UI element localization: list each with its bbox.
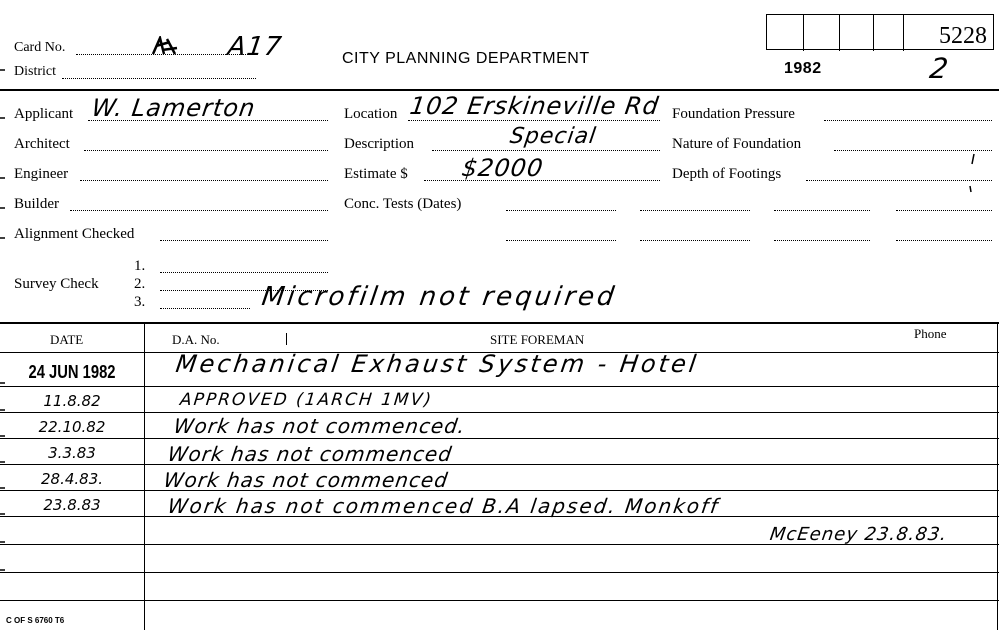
alignment-line [160,240,328,241]
engineer-label: Engineer [14,166,69,182]
district-line [62,78,256,79]
foundation-pressure-line [824,120,992,121]
row-line-8 [0,572,999,573]
foundation-pressure-label: Foundation Pressure [672,106,795,122]
row-line-4 [0,464,999,465]
alignment-label: Alignment Checked [14,226,135,242]
applicant-label: Applicant [14,106,74,122]
row-4-date: 3.3.83 [48,444,96,462]
row-1-entry: Mechanical Exhaust System - Hotel [174,350,701,378]
builder-line [70,210,328,211]
survey-line-3 [160,308,250,309]
right-margin-marks [960,150,980,196]
row-5-date: 28.4.83. [40,470,104,488]
conc-line-8 [896,240,992,241]
row-3-date: 22.10.82 [38,418,106,436]
description-value: Special [508,124,599,149]
location-value: 102 Erskineville Rd [408,92,661,120]
record-number: 5228 [939,23,987,49]
conc-line-2 [640,210,750,211]
card-no-value: A17 [225,32,284,62]
card-no-scribble [150,36,180,58]
builder-label: Builder [14,196,59,212]
site-foreman-header: SITE FOREMAN [490,332,585,347]
row-line-2 [0,412,999,413]
signature: McEeney 23.8.83. [768,524,949,545]
location-line [408,120,660,121]
row-6-entry: Work has not commenced B.A lapsed. Monkoff [166,494,722,518]
conc-tests-label: Conc. Tests (Dates) [344,196,462,212]
survey-line-1 [160,272,328,273]
right-border [997,322,998,630]
survey-note: Microfilm not required [259,282,619,312]
architect-line [84,150,328,151]
survey-label: Survey Check [14,276,99,292]
conc-line-3 [774,210,870,211]
row-1-date: 24 JUN 1982 [28,362,116,382]
row-line-1 [0,386,999,387]
left-margin-ticks [0,0,6,630]
row-4-entry: Work has not commenced [166,442,454,466]
row-2-entry: APPROVED (1ARCH 1MV) [178,390,434,410]
date-column-divider [144,322,145,630]
estimate-label: Estimate $ [344,166,408,182]
survey-num-2: 2. [134,276,146,292]
district-label: District [14,64,56,79]
description-label: Description [344,136,414,152]
conc-line-1 [506,210,616,211]
phone-header: Phone [914,326,947,341]
date-header: DATE [50,332,84,347]
location-label: Location [344,106,398,122]
row-line-9 [0,600,999,601]
architect-label: Architect [14,136,70,152]
engineer-line [80,180,328,181]
conc-line-4 [896,210,992,211]
estimate-value: $2000 [460,154,546,182]
header-divider [0,89,999,91]
da-header: D.A. No. [172,332,220,347]
department-title: CITY PLANNING DEPARTMENT [342,50,590,67]
row-line-3 [0,438,999,439]
row-3-entry: Work has not commenced. [172,414,468,438]
sheet-number: 2 [927,52,952,85]
row-5-entry: Work has not commenced [162,468,450,492]
row-2-date: 11.8.82 [43,392,101,410]
row-6-date: 23.8.83 [43,496,101,514]
conc-line-7 [774,240,870,241]
conc-line-6 [640,240,750,241]
form-code: C OF S 6760 T6 [6,616,65,625]
nature-foundation-label: Nature of Foundation [672,136,802,152]
depth-footings-label: Depth of Footings [672,166,782,182]
row-line-5 [0,490,999,491]
year-label: 1982 [784,60,822,77]
table-top-line [0,322,999,324]
da-tick [286,333,288,345]
survey-num-3: 3. [134,294,146,310]
survey-num-1: 1. [134,258,146,274]
number-boxes [766,14,994,50]
card-no-label: Card No. [14,40,66,55]
conc-line-5 [506,240,616,241]
description-line [432,150,660,151]
applicant-value: W. Lamerton [90,94,258,122]
